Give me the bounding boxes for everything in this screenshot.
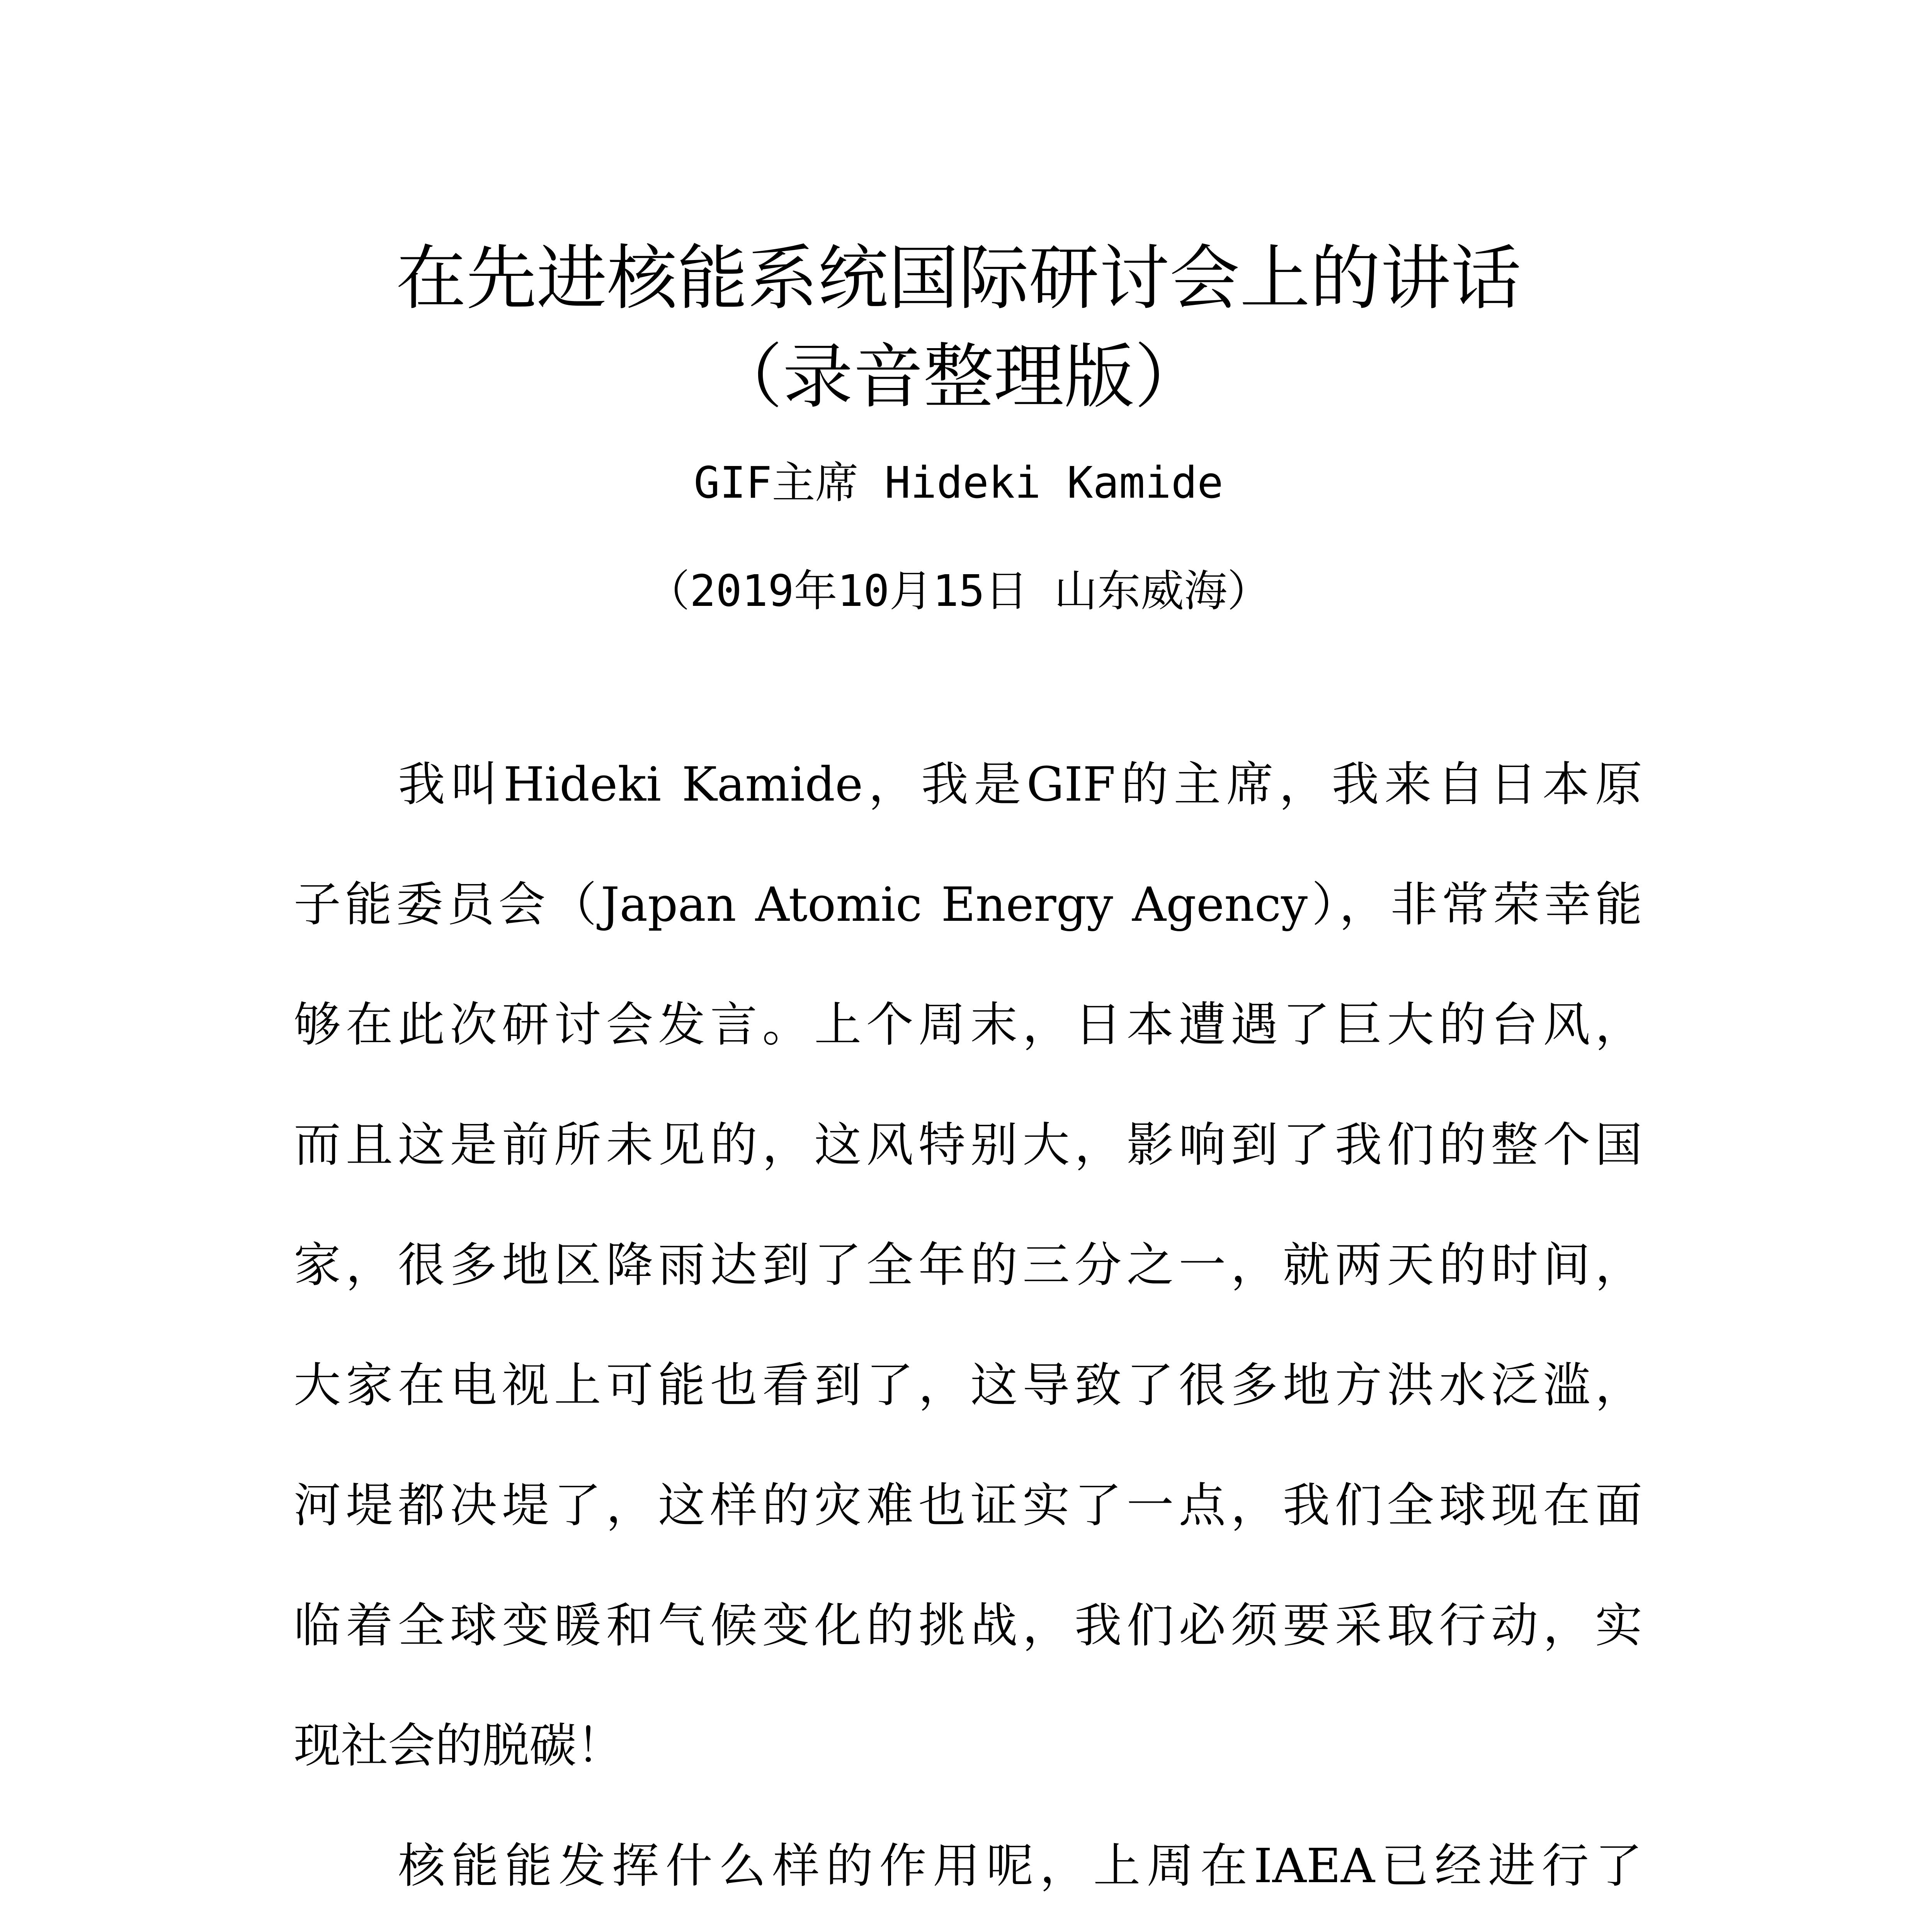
speech-body <box>294 724 1642 1932</box>
document-title: 在先进核能系统国际研讨会上的讲话 <box>396 237 1521 319</box>
date-place-line: （2019年10月15日 山东威海） <box>646 566 1271 616</box>
text-line: 现社会的脱碳！ <box>294 1718 624 1773</box>
text-line: 大家在电视上可能也看到了，这导致了很多地方洪水泛滥， <box>294 1358 1642 1413</box>
speaker-line: GIF主席 Hideki Kamide <box>694 458 1223 508</box>
text-line <box>294 1926 1642 1932</box>
text-line: 够在此次研讨会发言。上个周末，日本遭遇了巨大的台风， <box>294 997 1642 1052</box>
text-line: 子能委员会（Japan Atomic Energy Agency），非常荣幸能 <box>294 877 1642 932</box>
text-line: 家，很多地区降雨达到了全年的三分之一，就两天的时间， <box>294 1238 1642 1293</box>
text-line: 河堤都决堤了，这样的灾难也证实了一点，我们全球现在面 <box>294 1478 1642 1533</box>
text-line: 我叫Hideki Kamide，我是GIF的主席，我来自日本原 <box>398 757 1642 812</box>
text-line: 核能能发挥什么样的作用呢，上周在IAEA已经进行了 <box>398 1838 1642 1893</box>
paragraph-1 <box>294 724 1642 1806</box>
paragraph-2 <box>294 1806 1642 1932</box>
text-line: 而且这是前所未见的，这风特别大，影响到了我们的整个国 <box>294 1117 1642 1172</box>
text-line: 临着全球变暖和气候变化的挑战，我们必须要采取行动，实 <box>294 1598 1642 1653</box>
document-subtitle: （录音整理版） <box>712 336 1205 418</box>
